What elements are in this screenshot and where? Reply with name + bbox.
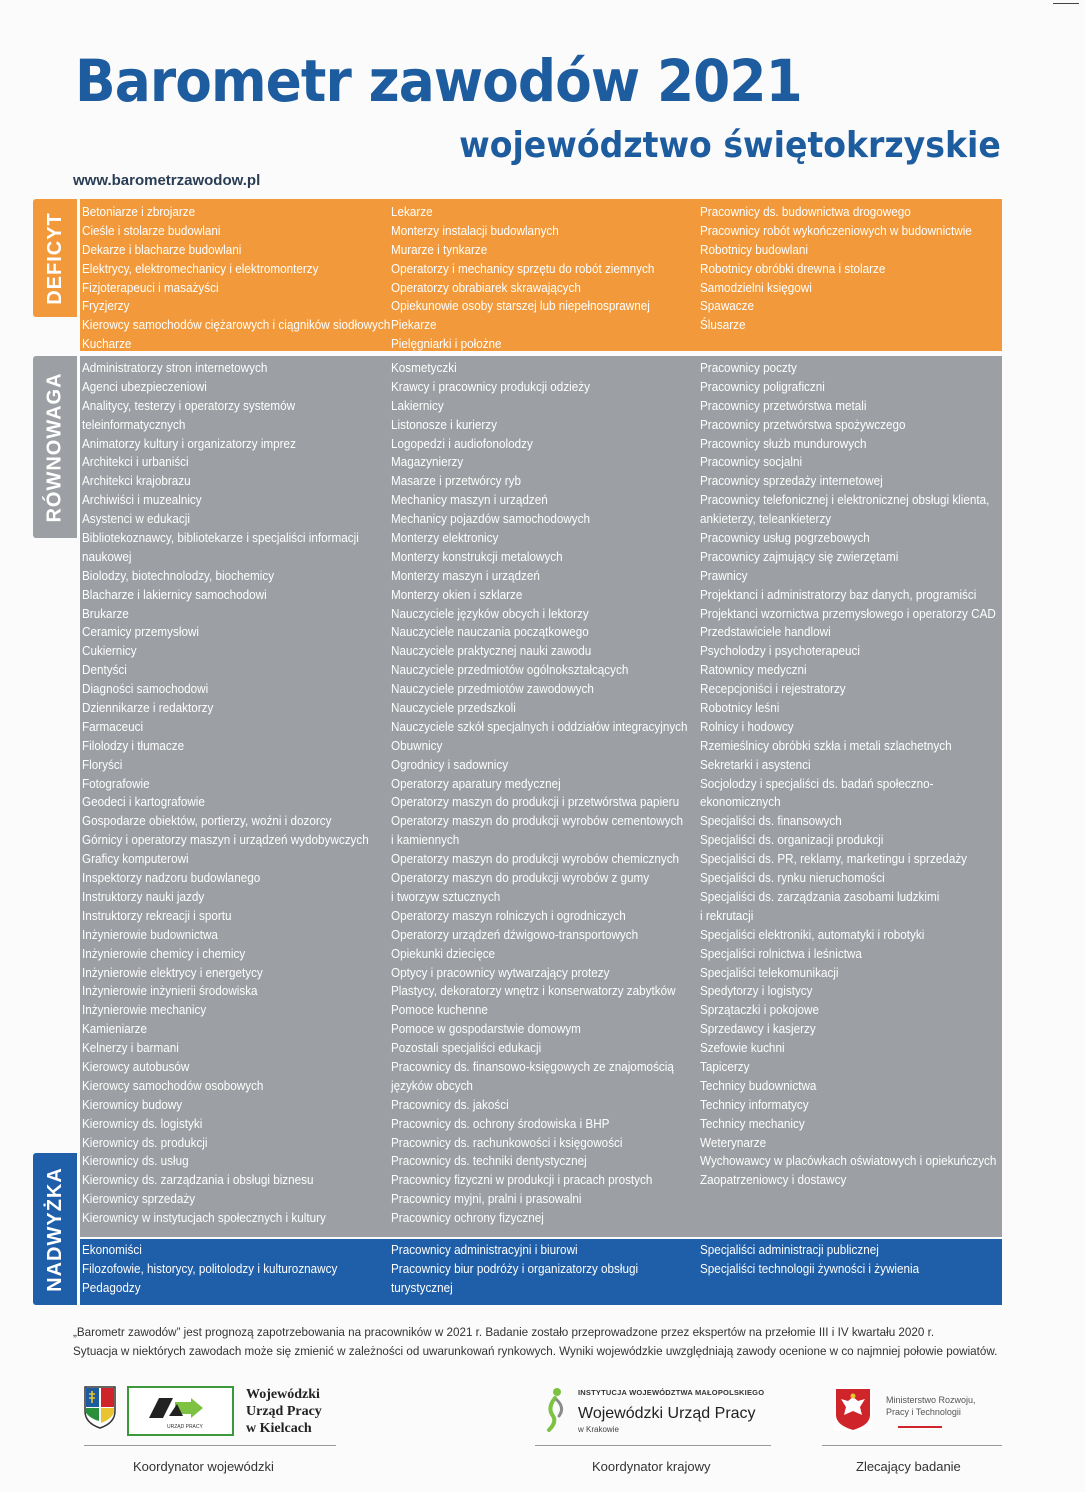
occupation-item: naukowej bbox=[82, 548, 132, 564]
occupation-item: Elektrycy, elektromechanicy i elektromonterzy bbox=[82, 260, 319, 276]
occupation-item: Nauczyciele szkół specjalnych i oddziałów integracyjnych bbox=[391, 718, 688, 734]
occupation-item: Analitycy, testerzy i operatorzy systemów bbox=[82, 397, 296, 413]
occupation-item: Kamieniarze bbox=[82, 1021, 148, 1037]
wup-krakow-institution: INSTYTUCJA WOJEWÓDZTWA MAŁOPOLSKIEGO bbox=[578, 1388, 765, 1397]
wup-kielce-name-line-2: Urząd Pracy bbox=[246, 1404, 322, 1419]
occupation-item: ekonomicznych bbox=[700, 794, 781, 810]
occupation-item: Pracownicy ds. budownictwa drogowego bbox=[700, 204, 911, 219]
occupation-item: Architekci i urbaniści bbox=[82, 454, 189, 470]
occupation-item: Obuwnicy bbox=[391, 737, 443, 753]
occupation-item: Inżynierowie elektrycy i energetycy bbox=[82, 964, 263, 980]
occupation-item: Weterynarze bbox=[700, 1134, 767, 1150]
occupation-item: Specjaliści administracji publicznej bbox=[700, 1242, 879, 1257]
occupation-item: Kierownicy budowy bbox=[82, 1096, 183, 1112]
occupation-item: Operatorzy i mechanicy sprzętu do robót ziemnych bbox=[391, 260, 655, 276]
occupation-item: Gospodarze obiektów, portierzy, woźni i dozorcy bbox=[82, 813, 332, 829]
occupation-item: Nauczyciele praktycznej nauki zawodu bbox=[391, 643, 592, 659]
rownowaga-tab-label: RÓWNOWAGA bbox=[43, 371, 66, 523]
occupation-item: Brukarze bbox=[82, 605, 129, 621]
occupation-item: Plastycy, dekoratorzy wnętrz i konserwatorzy zabytków bbox=[391, 983, 676, 999]
occupation-item: Szefowie kuchni bbox=[700, 1040, 785, 1056]
occupation-item: Socjolodzy i specjaliści ds. badań społeczno- bbox=[700, 775, 934, 791]
occupation-item: Przedstawiciele handlowi bbox=[700, 624, 831, 640]
occupation-item: Agenci ubezpieczeniowi bbox=[82, 378, 207, 394]
occupation-item: Specjaliści ds. finansowych bbox=[700, 813, 842, 829]
occupation-item: Rolnicy i hodowcy bbox=[700, 718, 794, 734]
occupation-item: Pracownicy ds. ochrony środowiska i BHP bbox=[391, 1115, 610, 1131]
occupation-item: Logopedzi i audiofonolodzy bbox=[391, 435, 533, 451]
occupation-item: Górnicy i operatorzy maszyn i urządzeń wydobywczych bbox=[82, 832, 369, 848]
deficyt-column-2 bbox=[391, 203, 654, 354]
occupation-item: Instruktorzy nauki jazdy bbox=[82, 888, 205, 904]
occupation-item: Piekarze bbox=[391, 317, 437, 333]
occupation-item: Farmaceuci bbox=[82, 718, 144, 734]
occupation-item: Inżynierowie mechanicy bbox=[82, 1002, 207, 1018]
occupation-item: Diagności samochodowi bbox=[82, 681, 209, 697]
occupation-item: Zaopatrzeniowcy i dostawcy bbox=[700, 1172, 847, 1188]
occupation-item: Ratownicy medyczni bbox=[700, 662, 807, 678]
occupation-item: Dziennikarze i redaktorzy bbox=[82, 700, 214, 716]
occupation-item: Pracownicy ochrony fizycznej bbox=[391, 1210, 544, 1226]
nadwyzka-tab-label: NADWYŻKA bbox=[43, 1166, 66, 1292]
occupation-item: Monterzy maszyn i urządzeń bbox=[391, 567, 540, 583]
occupation-item: Fizjoterapeuci i masażyści bbox=[82, 279, 219, 295]
occupation-item: Monterzy instalacji budowlanych bbox=[391, 222, 559, 238]
page-subtitle: województwo świętokrzyskie bbox=[459, 125, 1001, 166]
occupation-item: Pomoce kuchenne bbox=[391, 1002, 488, 1018]
occupation-item: teleinformatycznych bbox=[82, 416, 186, 432]
occupation-item: Robotnicy budowlani bbox=[700, 241, 808, 257]
occupation-item: Pracownicy poczty bbox=[700, 360, 797, 375]
occupation-item: Pracownicy socjalni bbox=[700, 454, 803, 470]
occupation-item: Mechanicy maszyn i urządzeń bbox=[391, 492, 548, 508]
divider-middle bbox=[535, 1445, 771, 1446]
divider-left bbox=[84, 1445, 336, 1446]
occupation-item: Betoniarze i zbrojarze bbox=[82, 204, 196, 219]
occupation-item: Pracownicy telefonicznej i elektronicznej obsługi klienta, bbox=[700, 492, 990, 508]
wup-kielce-name-line-1: Wojewódzki bbox=[246, 1387, 320, 1402]
occupation-item: Pielęgniarki i położne bbox=[391, 336, 502, 352]
occupation-item: Pedagodzy bbox=[82, 1279, 141, 1295]
rownowaga-tab bbox=[33, 356, 77, 538]
occupation-item: Inżynierowie inżynierii środowiska bbox=[82, 983, 258, 999]
occupation-item: Inżynierowie budownictwa bbox=[82, 926, 218, 942]
occupation-item: Kierowcy samochodów ciężarowych i ciągników siodłowych bbox=[82, 317, 391, 333]
footnote bbox=[73, 1323, 998, 1361]
occupation-item: Specjaliści ds. rynku nieruchomości bbox=[700, 870, 885, 886]
occupation-item: Biolodzy, biotechnolodzy, biochemicy bbox=[82, 567, 275, 583]
nadwyzka-column-2 bbox=[391, 1241, 638, 1298]
occupation-item: Sprzedawcy i kasjerzy bbox=[700, 1021, 816, 1037]
occupation-item: Listonosze i kurierzy bbox=[391, 416, 498, 432]
occupation-item: Samodzielni księgowi bbox=[700, 279, 812, 295]
occupation-item: Spedytorzy i logistycy bbox=[700, 983, 813, 999]
occupation-item: Spawacze bbox=[700, 298, 754, 314]
occupation-item: Cieśle i stolarze budowlani bbox=[82, 222, 221, 238]
footnote-line-1: „Barometr zawodów” jest prognozą zapotrzebowania na pracowników w 2021 r. Badanie zostało przeprowadzone przez ekspertów na przełomie III i IV kwartału 2020 r. bbox=[73, 1325, 935, 1339]
occupation-item: Technicy informatycy bbox=[700, 1096, 809, 1112]
footnote-line-2: Sytuacja w niektórych zawodach może się zmienić w zależności od uwarunkowań rynkowych. Wyniki wojewódzkie uwzględniają zawody ocenione w co najmniej połowie powiatów. bbox=[73, 1344, 998, 1358]
occupation-item: Dentyści bbox=[82, 662, 127, 678]
occupation-item: Dekarze i blacharze budowlani bbox=[82, 241, 242, 257]
occupation-item: Ogrodnicy i sadownicy bbox=[391, 756, 509, 772]
occupation-item: Pracownicy przetwórstwa metali bbox=[700, 397, 867, 413]
occupation-item: Masarze i przetwórcy ryb bbox=[391, 473, 522, 489]
occupation-item: Specjaliści rolnictwa i leśnictwa bbox=[700, 945, 862, 961]
occupation-item: Tapicerzy bbox=[700, 1058, 750, 1074]
wup-kielce-name-line-3: w Kielcach bbox=[246, 1421, 312, 1436]
occupation-item: Opiekunki dziecięce bbox=[391, 945, 496, 961]
nadwyzka-column-1 bbox=[82, 1241, 337, 1298]
occupation-item: Floryści bbox=[82, 756, 123, 772]
occupation-item: Murarze i tynkarze bbox=[391, 241, 488, 257]
urzad-pracy-logo-text: URZĄD PRACY bbox=[167, 1424, 203, 1430]
wup-krakow-name: Wojewódzki Urząd Pracy bbox=[578, 1405, 756, 1422]
occupation-item: Psycholodzy i psychoterapeuci bbox=[700, 643, 860, 659]
occupation-item: Monterzy okien i szklarze bbox=[391, 586, 523, 602]
occupation-item: Sekretarki i asystenci bbox=[700, 756, 811, 772]
occupation-item: Filolodzy i tłumacze bbox=[82, 737, 185, 753]
occupation-item: Operatorzy maszyn do produkcji i przetwórstwa papieru bbox=[391, 794, 680, 810]
occupation-item: Pracownicy służb mundurowych bbox=[700, 435, 867, 451]
occupation-item: Krawcy i pracownicy produkcji odzieży bbox=[391, 378, 590, 394]
occupation-item: Pracownicy ds. techniki dentystycznej bbox=[391, 1153, 587, 1169]
occupation-item: Pracownicy robót wykończeniowych w budownictwie bbox=[700, 222, 972, 238]
occupation-item: Sprzątaczki i pokojowe bbox=[700, 1002, 820, 1018]
occupation-item: Fryzjerzy bbox=[82, 298, 130, 314]
occupation-item: Operatorzy maszyn do produkcji wyrobów chemicznych bbox=[391, 851, 680, 867]
occupation-item: Inspektorzy nadzoru budowlanego bbox=[82, 870, 261, 886]
caption-left: Koordynator wojewódzki bbox=[133, 1459, 274, 1474]
polish-eagle-icon bbox=[834, 1387, 872, 1431]
occupation-item: ankieterzy, teleankieterzy bbox=[700, 511, 832, 527]
ministry-name-line-2: Pracy i Technologii bbox=[886, 1407, 961, 1417]
occupation-item: Operatorzy maszyn rolniczych i ogrodniczych bbox=[391, 907, 626, 923]
rownowaga-column-1 bbox=[82, 359, 369, 1228]
occupation-item: Inżynierowie chemicy i chemicy bbox=[82, 945, 246, 961]
occupation-item: Wychowawcy w placówkach oświatowych i opiekuńczych bbox=[700, 1153, 997, 1169]
occupation-item: i rekrutacji bbox=[700, 907, 754, 923]
urzad-pracy-logo bbox=[127, 1386, 234, 1436]
rownowaga-column-2 bbox=[391, 359, 688, 1228]
occupation-item: Mechanicy pojazdów samochodowych bbox=[391, 511, 591, 527]
occupation-item: Blacharze i lakiernicy samochodowi bbox=[82, 586, 267, 602]
wup-krakow-figure-icon bbox=[541, 1386, 571, 1432]
occupation-item: Kierownicy w instytucjach społecznych i kultury bbox=[82, 1210, 326, 1226]
occupation-item: Opiekunowie osoby starszej lub niepełnosprawnej bbox=[391, 298, 650, 314]
occupation-item: Nauczyciele przedmiotów ogólnokształcących bbox=[391, 662, 629, 678]
website-link[interactable]: www.barometrzawodow.pl bbox=[73, 172, 261, 189]
occupation-item: Asystenci w edukacji bbox=[82, 511, 190, 527]
occupation-item: Bibliotekoznawcy, bibliotekarze i specjaliści informacji bbox=[82, 530, 359, 546]
occupation-item: Kierowcy autobusów bbox=[82, 1058, 190, 1074]
occupation-item: Projektanci wzornictwa przemysłowego i operatorzy CAD bbox=[700, 605, 996, 621]
occupation-item: Instruktorzy rekreacji i sportu bbox=[82, 907, 232, 923]
occupation-item: Kelnerzy i barmani bbox=[82, 1040, 179, 1056]
occupation-item: i tworzyw sztucznych bbox=[391, 888, 501, 904]
nadwyzka-column-3 bbox=[700, 1241, 919, 1279]
occupation-item: Pracownicy przetwórstwa spożywczego bbox=[700, 416, 906, 432]
occupation-item: Monterzy konstrukcji metalowych bbox=[391, 548, 563, 564]
caption-middle: Koordynator krajowy bbox=[592, 1459, 711, 1474]
occupation-item: Operatorzy urządzeń dźwigowo-transportowych bbox=[391, 926, 639, 942]
occupation-item: Pracownicy sprzedaży internetowej bbox=[700, 473, 883, 489]
occupation-item: Pracownicy zajmujący się zwierzętami bbox=[700, 548, 899, 564]
occupation-item: Pracownicy administracyjni i biurowi bbox=[391, 1242, 578, 1257]
occupation-item: Kierownicy ds. zarządzania i obsługi biznesu bbox=[82, 1172, 314, 1188]
occupation-item: Kierownicy ds. logistyki bbox=[82, 1115, 203, 1131]
occupation-item: Archiwiści i muzealnicy bbox=[82, 492, 202, 508]
occupation-item: Ślusarze bbox=[700, 317, 746, 333]
wup-krakow-city: w Krakowie bbox=[578, 1425, 619, 1434]
occupation-item: turystycznej bbox=[391, 1279, 453, 1295]
rownowaga-column-3 bbox=[700, 359, 996, 1190]
occupation-item: Geodeci i kartografowie bbox=[82, 794, 205, 810]
occupation-item: Magazynierzy bbox=[391, 454, 464, 470]
occupation-item: Kucharze bbox=[82, 336, 132, 352]
occupation-item: Kosmetyczki bbox=[391, 360, 457, 375]
occupation-item: Specjaliści ds. organizacji produkcji bbox=[700, 832, 884, 848]
occupation-item: Specjaliści ds. zarządzania zasobami ludzkimi bbox=[700, 888, 940, 904]
occupation-item: Specjaliści ds. PR, reklamy, marketingu i sprzedaży bbox=[700, 851, 968, 867]
occupation-item: Rzemieślnicy obróbki szkła i metali szlachetnych bbox=[700, 737, 952, 753]
occupation-item: Nauczyciele przedszkoli bbox=[391, 700, 516, 716]
occupation-item: Pomoce w gospodarstwie domowym bbox=[391, 1021, 581, 1037]
occupation-item: Prawnicy bbox=[700, 567, 748, 583]
deficyt-column-3 bbox=[700, 203, 972, 335]
occupation-item: Robotnicy obróbki drewna i stolarze bbox=[700, 260, 886, 276]
occupation-item: Kierownicy sprzedaży bbox=[82, 1191, 196, 1207]
occupation-item: Specjaliści elektroniki, automatyki i robotyki bbox=[700, 926, 925, 942]
occupation-item: Operatorzy maszyn do produkcji wyrobów z gumy bbox=[391, 870, 650, 886]
caption-right: Zlecający badanie bbox=[856, 1459, 961, 1474]
occupation-item: i kamiennych bbox=[391, 832, 460, 848]
deficyt-tab-label: DEFICYT bbox=[43, 211, 66, 305]
ministry-name-line-1: Ministerstwo Rozwoju, bbox=[886, 1395, 976, 1405]
occupation-item: Lakiernicy bbox=[391, 397, 444, 413]
occupation-item: Kierownicy ds. produkcji bbox=[82, 1134, 208, 1150]
occupation-item: Pracownicy usług pogrzebowych bbox=[700, 530, 870, 546]
occupation-item: Kierowcy samochodów osobowych bbox=[82, 1077, 264, 1093]
occupation-item: Ekonomiści bbox=[82, 1242, 142, 1257]
occupation-item: Technicy budownictwa bbox=[700, 1077, 817, 1093]
occupation-item: Architekci krajobrazu bbox=[82, 473, 191, 489]
occupation-item: Graficy komputerowi bbox=[82, 851, 189, 867]
swietokrzyskie-crest-icon bbox=[83, 1385, 117, 1429]
occupation-item: Pozostali specjaliści edukacji bbox=[391, 1040, 542, 1056]
occupation-item: Filozofowie, historycy, politolodzy i kulturoznawcy bbox=[82, 1260, 338, 1276]
crop-mark bbox=[1053, 3, 1079, 4]
occupation-item: Administratorzy stron internetowych bbox=[82, 360, 268, 375]
occupation-item: Pracownicy ds. rachunkowości i księgowości bbox=[391, 1134, 623, 1150]
occupation-item: Technicy mechanicy bbox=[700, 1115, 805, 1131]
divider-right bbox=[822, 1445, 1002, 1446]
occupation-item: Pracownicy fizyczni w produkcji i pracach prostych bbox=[391, 1172, 653, 1188]
occupation-item: Nauczyciele nauczania początkowego bbox=[391, 624, 589, 640]
occupation-item: Pracownicy biur podróży i organizatorzy obsługi bbox=[391, 1260, 639, 1276]
occupation-item: Robotnicy leśni bbox=[700, 700, 780, 716]
occupation-item: Pracownicy ds. finansowo-księgowych ze znajomością bbox=[391, 1058, 674, 1074]
occupation-item: Animatorzy kultury i organizatorzy imprez bbox=[82, 435, 296, 451]
deficyt-tab bbox=[33, 199, 77, 317]
ministry-underline bbox=[898, 1426, 942, 1428]
occupation-item: Monterzy elektronicy bbox=[391, 530, 499, 546]
occupation-item: Nauczyciele przedmiotów zawodowych bbox=[391, 681, 594, 697]
occupation-item: Optycy i pracownicy wytwarzający protezy bbox=[391, 964, 610, 980]
occupation-item: Pracownicy myjni, pralni i prasowalni bbox=[391, 1191, 582, 1207]
occupation-item: Specjaliści telekomunikacji bbox=[700, 964, 839, 980]
nadwyzka-tab bbox=[33, 1153, 77, 1305]
occupation-item: Operatorzy aparatury medycznej bbox=[391, 775, 561, 791]
occupation-item: Kierownicy ds. usług bbox=[82, 1153, 189, 1169]
wup-kielce-name bbox=[246, 1386, 322, 1437]
occupation-item: Pracownicy poligraficzni bbox=[700, 378, 825, 394]
occupation-item: Operatorzy maszyn do produkcji wyrobów cementowych bbox=[391, 813, 683, 829]
page-title: Barometr zawodów 2021 bbox=[75, 47, 802, 115]
occupation-item: Specjaliści technologii żywności i żywienia bbox=[700, 1260, 920, 1276]
occupation-item: Cukiernicy bbox=[82, 643, 137, 659]
occupation-item: Recepcjoniści i rejestratorzy bbox=[700, 681, 846, 697]
occupation-item: Projektanci i administratorzy baz danych, programiści bbox=[700, 586, 977, 602]
occupation-item: języków obcych bbox=[391, 1077, 473, 1093]
occupation-item: Nauczyciele języków obcych i lektorzy bbox=[391, 605, 589, 621]
occupation-item: Operatorzy obrabiarek skrawających bbox=[391, 279, 581, 295]
occupation-item: Lekarze bbox=[391, 204, 433, 219]
occupation-item: Fotografowie bbox=[82, 775, 150, 791]
ministry-name bbox=[886, 1394, 1006, 1418]
deficyt-column-1 bbox=[82, 203, 390, 354]
occupation-item: Pracownicy ds. jakości bbox=[391, 1096, 509, 1112]
occupation-item: Ceramicy przemysłowi bbox=[82, 624, 200, 640]
